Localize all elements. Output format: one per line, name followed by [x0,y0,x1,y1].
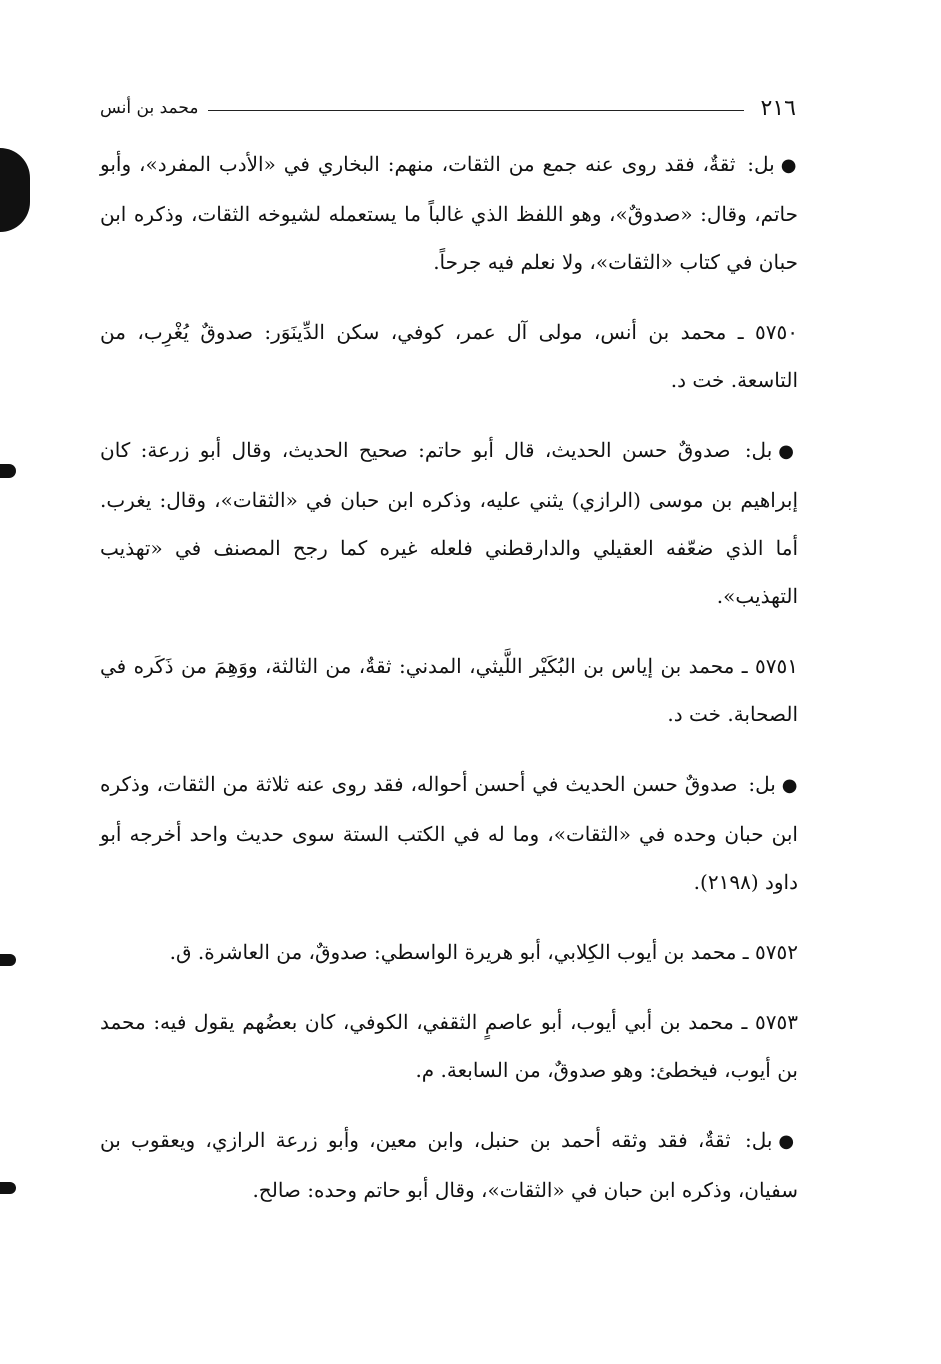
comment-paragraph [100,426,798,620]
entry-text: ٥٧٥٠ ـ محمد بن أنس، مولى آل عمر، كوفي، سكن الدِّينَوَر: صدوقٌ يُغْرِب، من التاسعة. خت د. [100,320,798,392]
comment-label: بل: [744,1128,773,1152]
bullet-icon: ● [781,775,799,796]
scan-edge-mark [0,954,16,966]
running-title: محمد بن أنس [100,98,199,118]
entry-text: ٥٧٥١ ـ محمد بن إياس بن البُكَيْر اللَّيثي، المدني: ثقةٌ، من الثالثة، ووَهِمَ من ذَكَره في الصحابة. خت د. [100,654,798,726]
entry-paragraph [100,642,798,738]
bullet-icon: ● [778,441,798,462]
page-header [100,98,796,130]
page-body [100,140,798,1236]
bullet-icon: ● [780,155,798,176]
entry-text: ٥٧٥٢ ـ محمد بن أيوب الكِلابي، أبو هريرة الواسطي: صدوقٌ، من العاشرة. ق. [169,940,798,964]
entry-paragraph [100,308,798,404]
comment-label: بل: [748,772,776,796]
comment-label: بل: [747,152,775,176]
entry-text: ٥٧٥٣ ـ محمد بن أبي أيوب، أبو عاصمٍ الثقفي، الكوفي، كان بعضُهم يقول فيه: محمد بن أيوب، فيخطئ: وهو صدوقٌ، من السابعة. م. [100,1010,798,1082]
scan-edge-mark [0,1182,16,1194]
page-number: ٢١٦ [760,96,796,121]
comment-paragraph [100,1116,798,1214]
comment-paragraph [100,140,798,286]
comment-label: بل: [744,438,773,462]
entry-paragraph [100,928,798,976]
header-rule [208,110,744,111]
comment-text: صدوقٌ حسن الحديث في أحسن أحواله، فقد روى عنه ثلاثة من الثقات، وذكره ابن حبان وحده في «الثقات»، وما له في الكتب الستة سوى حديث واحد أخرجه أبو داود (٢١٩٨). [100,772,798,894]
comment-text: ثقةٌ، فقد روى عنه جمع من الثقات، منهم: البخاري في «الأدب المفرد»، وأبو حاتم، وقال: «صدوقٌ»، وهو اللفظ الذي غالباً ما يستعمله لشيوخه الثقات، وذكره ابن حبان في كتاب «الثقات»، ولا نعلم فيه جرحاً. [100,152,798,274]
comment-paragraph [100,760,798,906]
comment-text: صدوقٌ حسن الحديث، قال أبو حاتم: صحيح الحديث، وقال أبو زرعة: كان إبراهيم بن موسى (الرازي) يثني عليه، وذكره ابن حبان في «الثقات»، وقال: يغرب. أما الذي ضعّفه العقيلي والدارقطني فلعله غيره كما رجح المصنف في «تهذيب التهذيب». [100,438,798,608]
bullet-icon: ● [778,1131,798,1152]
comment-text: ثقةٌ، فقد وثقه أحمد بن حنبل، وابن معين، وأبو زرعة الرازي، ويعقوب بن سفيان، وذكره ابن حبان في «الثقات»، وقال أبو حاتم وحده: صالح. [100,1128,798,1202]
scan-edge-mark [0,464,16,478]
entry-paragraph [100,998,798,1094]
scan-edge-blot [0,148,30,232]
